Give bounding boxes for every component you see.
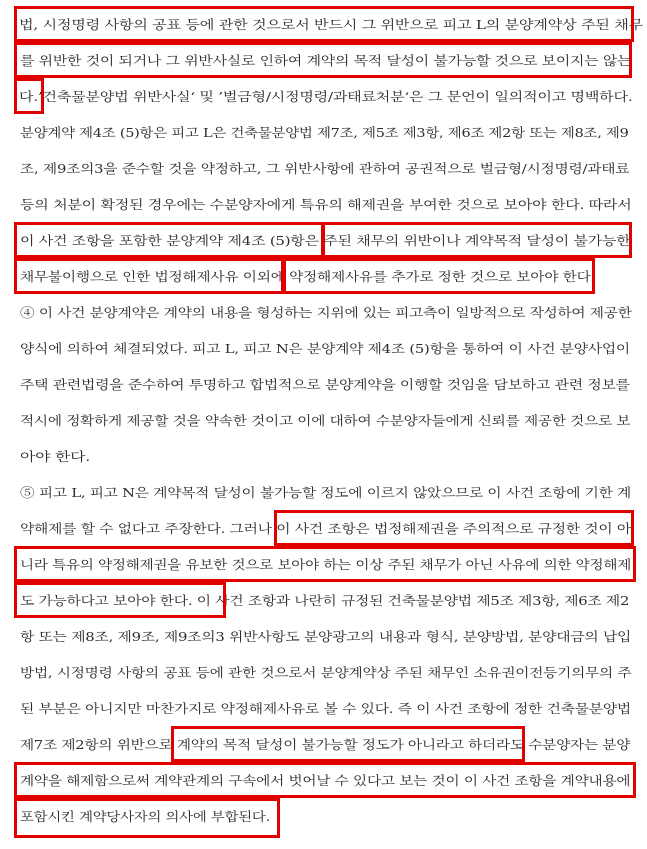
- text-line: 주택 관련법령을 준수하여 투명하고 합법적으로 분양계약을 이행할 것임을 담보하고 관련 정보를: [20, 377, 630, 392]
- text-line: 항 또는 제8조, 제9조, 제9조의3 위반사항도 분양광고의 내용과 형식, 분양방법, 분양대금의 납입: [20, 629, 632, 644]
- text-line: ⑤ 피고 L, 피고 N은 계약목적 달성이 불가능할 정도에 이르지 않았으므로 이 사건 조항에 기한 계: [20, 485, 632, 500]
- text-line: 법, 시정명령 사항의 공표 등에 관한 것으로서 반드시 그 위반으로 피고 L의 분양계약상 주된 채무: [19, 17, 643, 32]
- text-line: 를 위반한 것이 되거나 그 위반사실로 인하여 계약의 목적 달성이 불가능할 것으로 보이지는 않는: [20, 53, 632, 68]
- text-line: 계약을 해제함으로써 계약관계의 구속에서 벗어날 수 있다고 보는 것이 이 사건 조항을 계약내용에: [20, 773, 631, 788]
- text-line: ④ 이 사건 분양계약은 계약의 내용을 형성하는 지위에 있는 피고측이 일방적으로 작성하여 제공한: [20, 305, 632, 320]
- text-line: 다.’건축물분양법 위반사실‘ 및 ’벌금형/시정명령/과태료처분‘은 그 문언이 일의적이고 명백하다.: [19, 89, 633, 104]
- text-line: 니라 특유의 약정해제권을 유보한 것으로 보아야 하는 이상 주된 채무가 아닌 사유에 의한 약정해제: [20, 557, 632, 572]
- text-line: 도 가능하다고 보아야 한다. 이 사건 조항과 나란히 규정된 건축물분양법 제5조 제3항, 제6조 제2: [20, 593, 630, 608]
- text-line: 이 사건 조항을 포함한 분양계약 제4조 (5)항은 주된 채무의 위반이나 계약목적 달성이 불가능한: [20, 233, 631, 248]
- text-line: 양식에 의하여 체결되었다. 피고 L, 피고 N은 분양계약 제4조 (5)항을 통하여 이 사건 분양사업이: [20, 341, 630, 356]
- text-line: 분양계약 제4조 (5)항은 피고 L은 건축물분양법 제7조, 제5조 제3항, 제6조 제2항 또는 제8조, 제9: [20, 125, 629, 140]
- text-line: 포함시킨 계약당사자의 의사에 부합된다.: [20, 809, 270, 824]
- text-line: 채무불이행으로 인한 법정해제사유 이외에 약정해제사유를 추가로 정한 것으로 보아야 한다.: [20, 269, 595, 284]
- text-line: 조, 제9조의3을 준수할 것을 약정하고, 그 위반사항에 관하여 공권적으로 벌금형/시정명령/과태료: [20, 161, 630, 176]
- text-line: 등의 처분이 확정된 경우에는 수분양자에게 특유의 해제권을 부여한 것으로 보아야 한다. 따라서: [20, 197, 632, 212]
- text-line: 방법, 시정명령 사항의 공표 등에 관한 것으로서 분양계약상 주된 채무인 소유권이전등기의무의 주: [20, 665, 632, 680]
- text-line: 약해제를 할 수 없다고 주장한다. 그러나 이 사건 조항은 법정해제권을 주의적으로 규정한 것이 아: [20, 521, 631, 536]
- text-line: 된 부분은 아니지만 마찬가지로 약정해제사유로 볼 수 있다. 즉 이 사건 조항에 정한 건축물분양법: [20, 701, 631, 716]
- text-line: 적시에 정확하게 제공할 것을 약속한 것이고 이에 대하여 수분양자들에게 신뢰를 제공한 것으로 보: [20, 413, 631, 428]
- text-line: 아야 한다.: [20, 449, 91, 464]
- text-line: 제7조 제2항의 위반으로 계약의 목적 달성이 불가능할 정도가 아니라고 하더라도 수분양자는 분양: [20, 737, 631, 752]
